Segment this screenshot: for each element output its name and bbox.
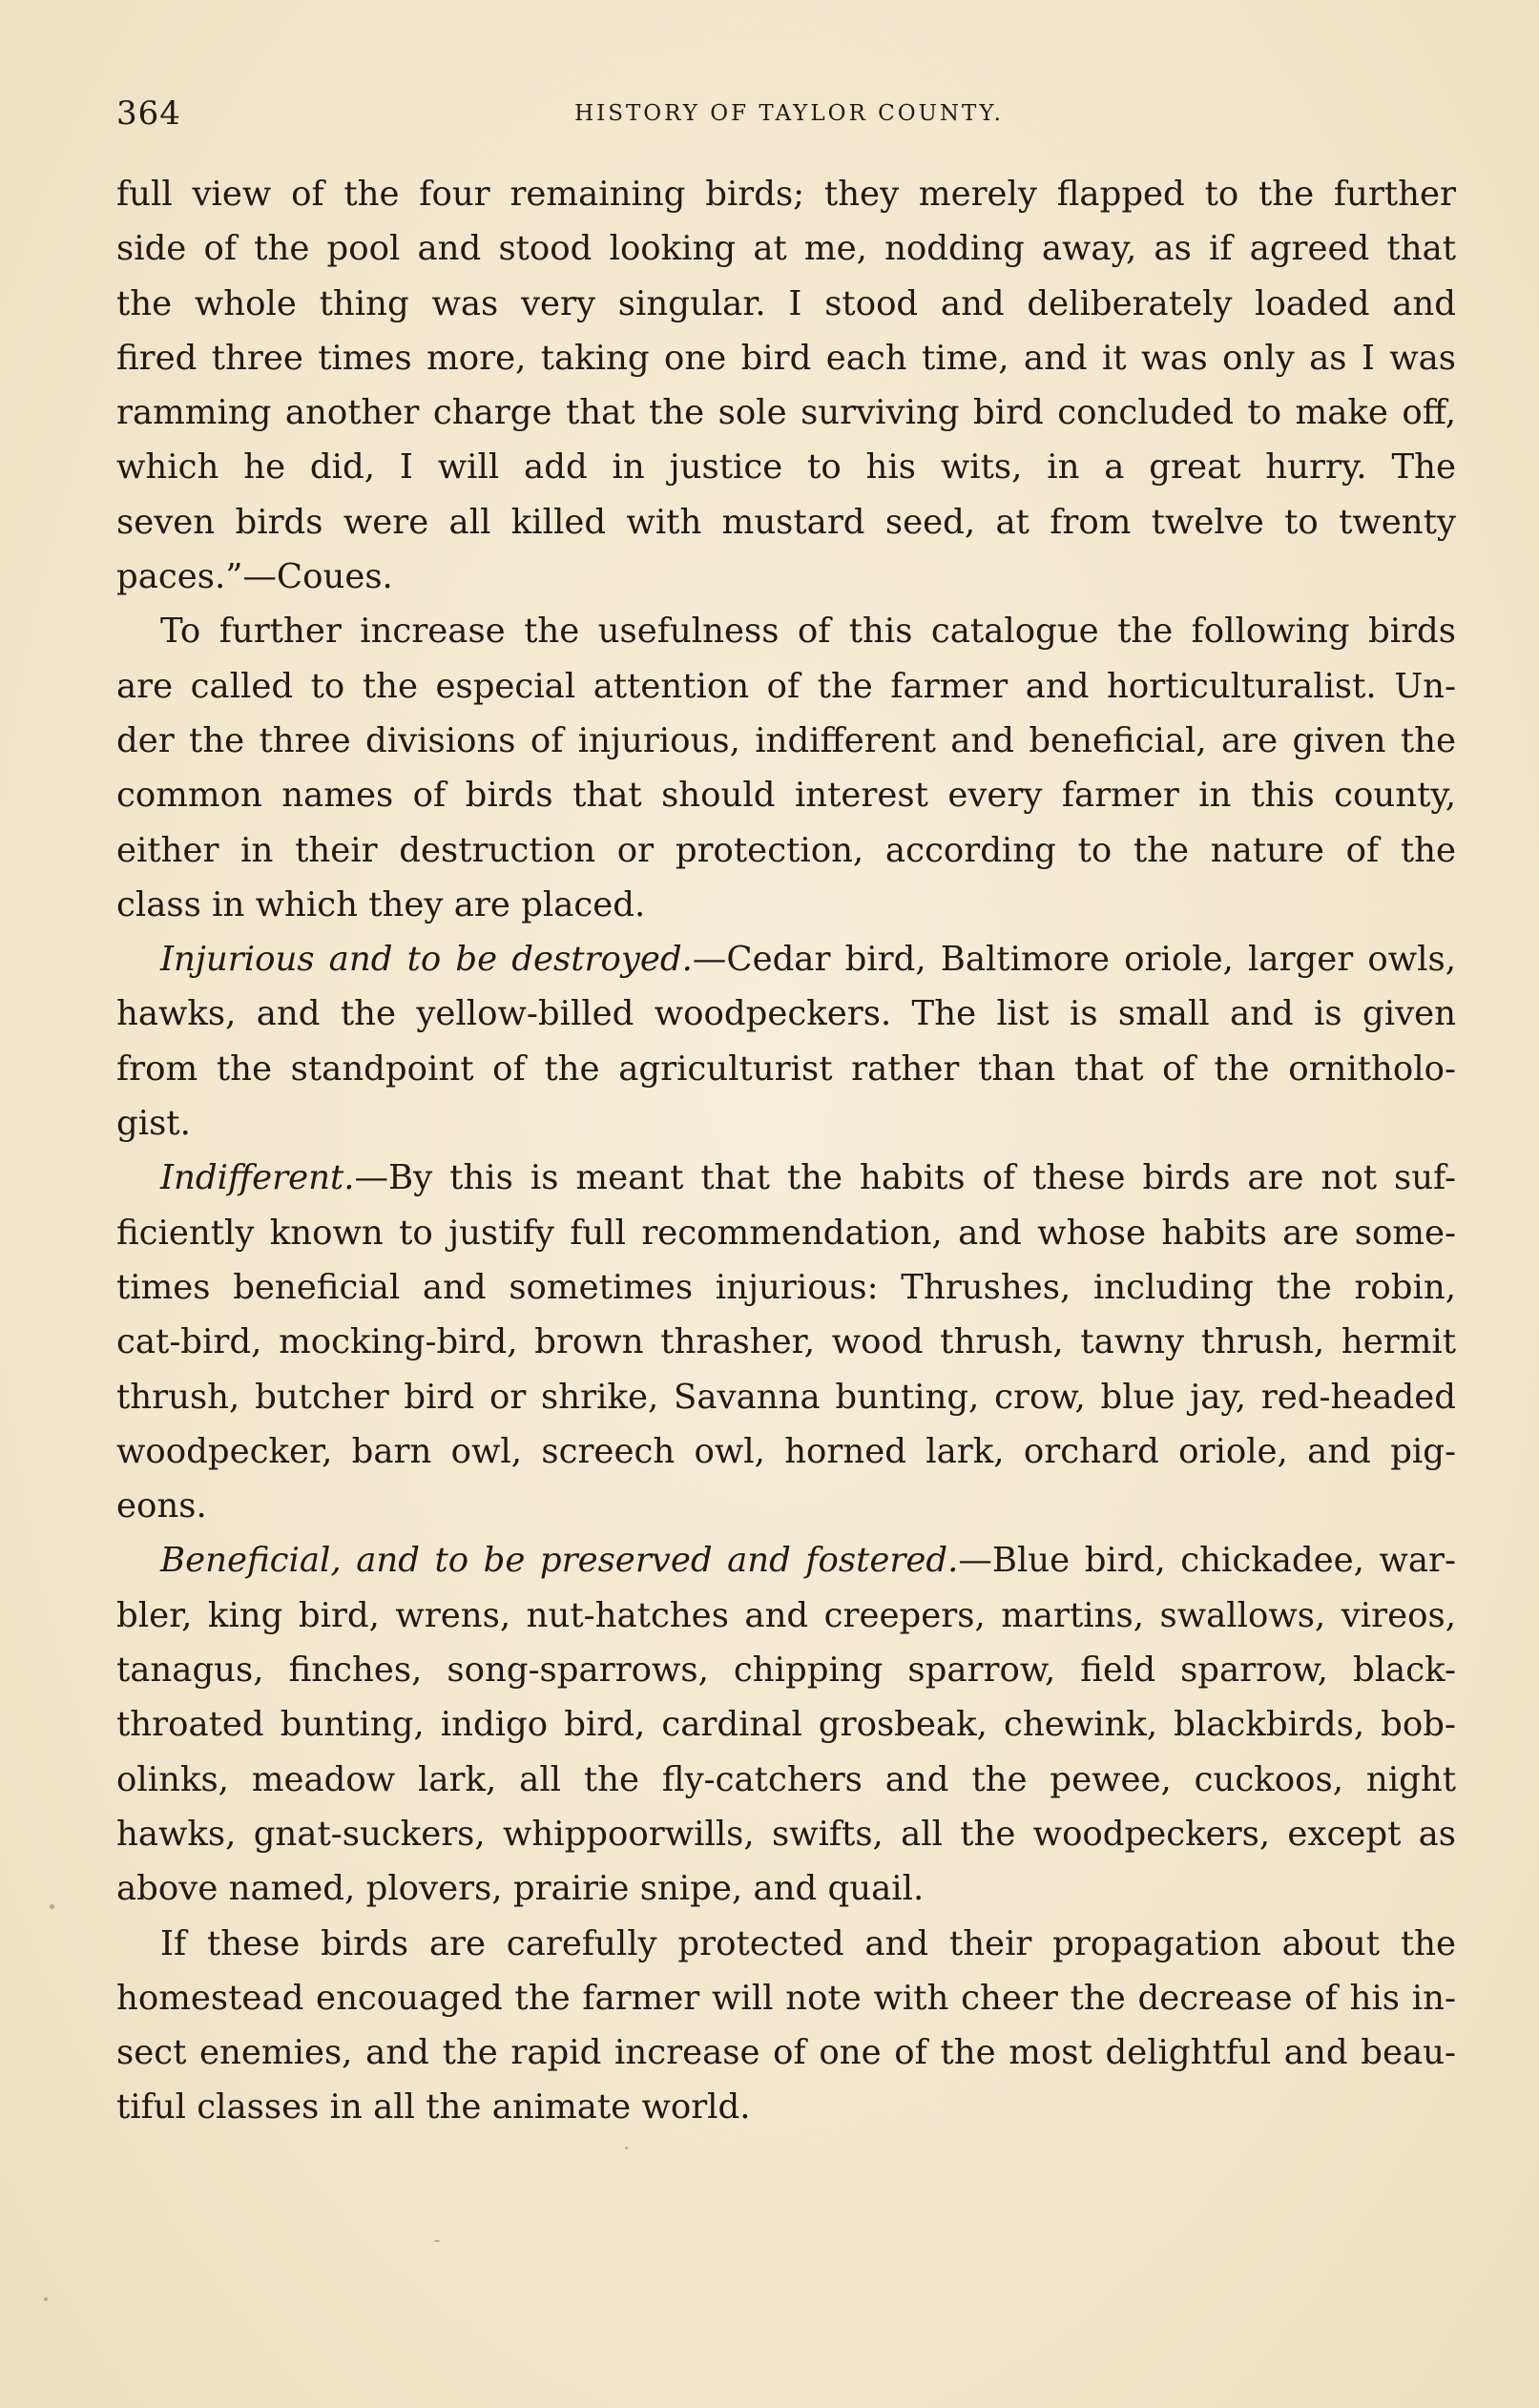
text-line: gist. bbox=[116, 1104, 191, 1144]
paper-speck bbox=[44, 2297, 48, 2301]
italic-heading: Indifferent. bbox=[160, 1158, 355, 1198]
text-line: which he did, I will add in justice to his wits, in a great hurry. The bbox=[116, 447, 1456, 488]
text-line: side of the pool and stood looking at me, nodding away, as if agreed that bbox=[116, 229, 1456, 269]
text-run: —Blue bird, chickadee, war- bbox=[958, 1541, 1456, 1581]
text-line: olinks, meadow lark, all the fly-catchers and the pewee, cuckoos, night bbox=[116, 1759, 1456, 1799]
text-line: are called to the especial attention of the farmer and horticulturalist. Un- bbox=[116, 666, 1456, 706]
text-line bbox=[116, 932, 1456, 986]
text-line: above named, plovers, prairie snipe, and quail. bbox=[116, 1869, 925, 1909]
text-line: To further increase the usefulness of this catalogue the following birds bbox=[160, 612, 1456, 652]
text-line: bler, king bird, wrens, nut-hatches and creepers, martins, swallows, vireos, bbox=[116, 1595, 1456, 1635]
text-line: cat-bird, mocking-bird, brown thrasher, wood thrush, tawny thrush, hermit bbox=[116, 1322, 1456, 1362]
text-line: hawks, and the yellow-billed woodpeckers. The list is small and is given bbox=[116, 994, 1456, 1034]
text-line: hawks, gnat-suckers, whippoorwills, swifts, all the woodpeckers, except as bbox=[116, 1814, 1456, 1854]
text-run: —Cedar bird, Baltimore oriole, larger owls, bbox=[692, 940, 1457, 980]
text-line bbox=[116, 1151, 1456, 1205]
text-line: full view of the four remaining birds; they merely flapped to the further bbox=[116, 175, 1456, 214]
text-line: If these birds are carefully protected and their propagation about the bbox=[160, 1923, 1456, 1963]
text-line: paces.”—Coues. bbox=[116, 557, 393, 597]
paper-speck bbox=[625, 2147, 628, 2149]
page-number: 364 bbox=[116, 94, 181, 133]
body-text bbox=[116, 167, 1456, 2135]
text-line: sect enemies, and the rapid increase of one of the most delightful and beau- bbox=[116, 2033, 1456, 2073]
text-line: either in their destruction or protection, according to the nature of the bbox=[116, 830, 1456, 870]
italic-heading: Beneficial, and to be preserved and fostered. bbox=[160, 1541, 959, 1581]
text-line: ramming another charge that the sole surviving bird concluded to make off, bbox=[116, 393, 1456, 433]
text-line: seven birds were all killed with mustard seed, at from twelve to twenty bbox=[116, 502, 1456, 542]
text-run: —By this is meant that the habits of these birds are not suf- bbox=[354, 1158, 1456, 1198]
text-line: eons. bbox=[116, 1486, 207, 1526]
paper-speck bbox=[434, 2240, 440, 2242]
text-line: the whole thing was very singular. I stood and deliberately loaded and bbox=[116, 283, 1456, 323]
text-line: common names of birds that should interest every farmer in this county, bbox=[116, 776, 1456, 816]
text-line bbox=[116, 1533, 1456, 1588]
text-line: fired three times more, taking one bird each time, and it was only as I was bbox=[116, 338, 1456, 378]
text-line: thrush, butcher bird or shrike, Savanna bunting, crow, blue jay, red-headed bbox=[116, 1377, 1456, 1417]
text-line: tiful classes in all the animate world. bbox=[116, 2087, 751, 2128]
text-line: from the standpoint of the agriculturist rather than that of the ornitholo- bbox=[116, 1048, 1456, 1089]
page-header bbox=[116, 90, 1462, 137]
text-line: tanagus, finches, song-sparrows, chipping sparrow, field sparrow, black- bbox=[116, 1650, 1456, 1691]
running-title: HISTORY OF TAYLOR COUNTY. bbox=[574, 101, 1004, 126]
paper-speck bbox=[50, 1904, 54, 1909]
text-line: times beneficial and sometimes injurious: Thrushes, including the robin, bbox=[116, 1267, 1456, 1307]
text-line: class in which they are placed. bbox=[116, 884, 646, 924]
text-line: woodpecker, barn owl, screech owl, horned lark, orchard oriole, and pig- bbox=[116, 1431, 1456, 1471]
text-line: throated bunting, indigo bird, cardinal grosbeak, chewink, blackbirds, bob- bbox=[116, 1705, 1456, 1745]
text-line: der the three divisions of injurious, indifferent and beneficial, are given the bbox=[116, 720, 1456, 760]
text-line: homestead encouaged the farmer will note with cheer the decrease of his in- bbox=[116, 1978, 1456, 2018]
italic-heading: Injurious and to be destroyed. bbox=[160, 940, 693, 980]
text-line: ficiently known to justify full recommendation, and whose habits are some- bbox=[116, 1213, 1456, 1253]
